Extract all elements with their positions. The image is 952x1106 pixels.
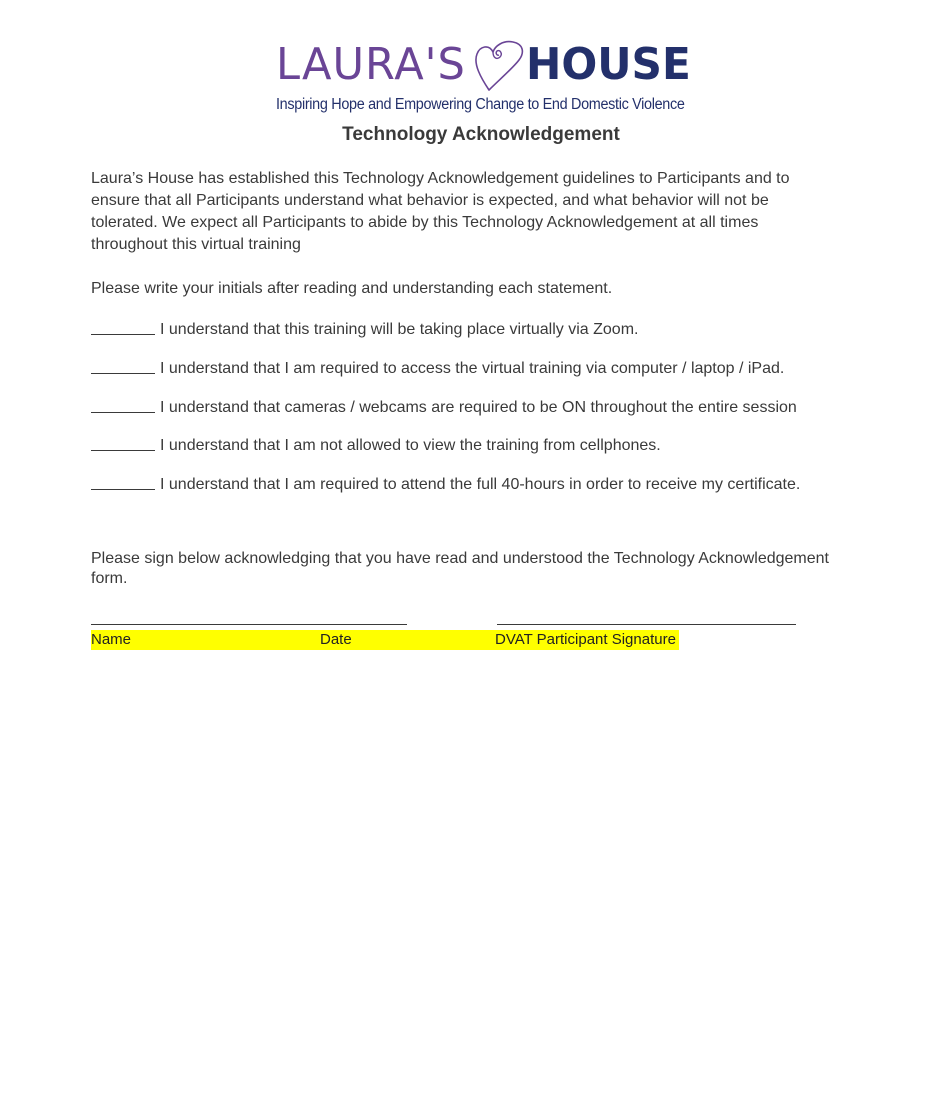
logo-wordmark [276,36,691,96]
initials-blank[interactable] [91,357,155,374]
statement-row [91,317,891,341]
intro-paragraph [91,168,851,256]
intro-line: ensure that all Participants understand what behavior is expected, and what behavior will not be [91,192,769,209]
statement-row [91,395,891,419]
logo-tagline: Inspiring Hope and Empowering Change to End Domestic Violence [276,96,685,113]
signature-label: DVAT Participant Signature [495,631,676,648]
initials-blank[interactable] [91,396,155,413]
name-label: Name [91,631,132,648]
statement-row [91,433,891,457]
date-label: Date [320,631,352,648]
sign-prompt [91,549,881,589]
name-date-signature-line[interactable] [91,624,407,625]
statement-text: I understand that I am required to access the virtual training via computer / laptop / iPad. [160,360,785,377]
statement-row [91,472,891,496]
initials-blank[interactable] [91,473,155,490]
intro-line: tolerated. We expect all Participants to abide by this Technology Acknowledgement at all times [91,214,759,231]
document-title: Technology Acknowledgement [342,124,620,145]
sign-prompt-line: form. [91,570,128,587]
statement-row [91,356,891,380]
statement-text: I understand that I am not allowed to view the training from cellphones. [160,437,661,454]
instruction-text: Please write your initials after reading and understanding each statement. [91,280,613,297]
heart-icon [471,38,527,94]
initials-blank[interactable] [91,318,155,335]
statement-text: I understand that this training will be taking place virtually via Zoom. [160,321,639,338]
signature-labels-highlight [91,630,679,650]
intro-line: throughout this virtual training [91,236,301,253]
participant-signature-line[interactable] [497,624,796,625]
lauras-house-logo [276,36,691,116]
logo-text-house: HOUSE [526,39,691,90]
initials-blank[interactable] [91,434,155,451]
logo-text-lauras: LAURA'S [276,39,466,90]
statement-text: I understand that I am required to attend the full 40-hours in order to receive my certificate. [160,476,801,493]
statement-text: I understand that cameras / webcams are required to be ON throughout the entire session [160,399,797,416]
intro-line: Laura’s House has established this Technology Acknowledgement guidelines to Participants and to [91,170,790,187]
sign-prompt-line: Please sign below acknowledging that you have read and understood the Technology Acknowledgement [91,550,829,567]
